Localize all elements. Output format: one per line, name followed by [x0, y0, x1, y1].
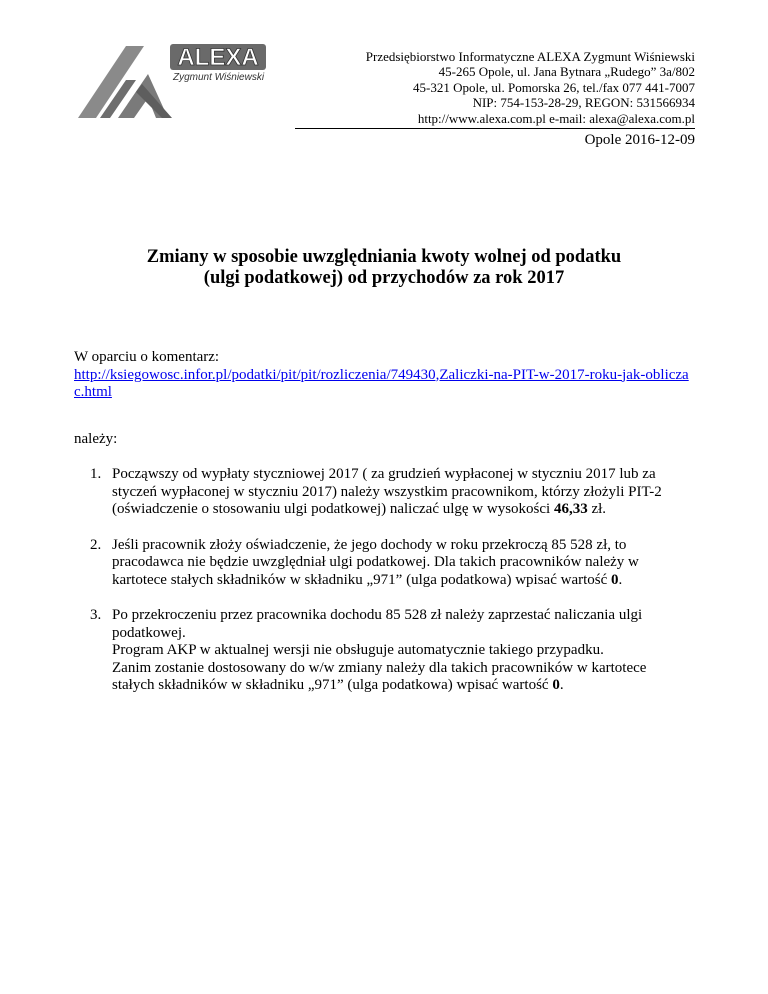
item-text-end: zł. [587, 501, 607, 517]
title-line-2: (ulgi podatkowej) od przychodów za rok 2017 [203, 268, 565, 288]
item-text-main: Po przekroczeniu przez pracownika dochodu 85 528 zł należy zaprzestać naliczania ulgi podatkowej. [112, 607, 643, 641]
document-title [74, 247, 694, 289]
list-item [74, 537, 674, 590]
intro-label: W oparciu o komentarz: [74, 349, 220, 365]
item-text-bold: 0 [611, 571, 619, 588]
list-item [74, 466, 674, 519]
document-date: Opole 2016-12-09 [584, 132, 695, 148]
company-logo [78, 40, 268, 120]
header-divider [295, 128, 695, 129]
item-text-line-3 [112, 660, 674, 695]
item-text-line-2: Program AKP w aktualnej wersji nie obsługuje automatycznie takiego przypadku. [112, 642, 604, 658]
address-line-2: 45-321 Opole, ul. Pomorska 26, tel./fax 077 441-7007 [413, 79, 695, 95]
list-item [74, 607, 674, 695]
item-text-end: . [618, 571, 623, 588]
item-text-bold: 0 [552, 677, 560, 693]
item-text [112, 607, 674, 642]
commentary-link[interactable]: http://ksiegowosc.infor.pl/podatki/pit/pit/rozliczenia/749430,Zaliczki-na-PIT-w-2017-roku-jak-obliczac.html [74, 366, 689, 400]
item-number: 1. [90, 466, 102, 482]
item-text [112, 466, 674, 519]
item-text [112, 537, 674, 590]
item-text-bold: 46,33 [553, 501, 588, 517]
intro-section [74, 349, 696, 402]
title-line-1: Zmiany w sposobie uwzględniania kwoty wolnej od podatku [146, 247, 622, 267]
item-number: 3. [90, 607, 102, 623]
company-header [366, 49, 695, 126]
company-name: Przedsiębiorstwo Informatyczne ALEXA Zygmunt Wiśniewski [365, 49, 695, 64]
address-line-1: 45-265 Opole, ul. Jana Bytnara „Rudego” 3a/802 [438, 64, 695, 80]
item-text-end: . [559, 677, 564, 693]
item-text-main: Począwszy od wypłaty styczniowej 2017 ( za grudzień wypłaconej w styczniu 2017 lub za styczeń wypłaconej w styczniu 2017) należy wszystkim pracownikom, którzy złożyli PIT-2 (oświadczenie o stosowaniu ulgi podatkowej) naliczać ulgę w wysokości [112, 466, 662, 517]
item-text-main: Jeśli pracownik złoży oświadczenie, że jego dochody w roku przekroczą 85 528 zł, to pracodawca nie będzie uwzględniał ulgi podatkowej. Dla takich pracowników należy w kartotece stałych składników w składniku „971” (ulga podatkowa) wpisać wartość [112, 536, 639, 588]
instructions-list [74, 466, 674, 713]
item-number: 2. [90, 536, 102, 553]
logo-subtitle: Zygmunt Wiśniewski [173, 72, 265, 83]
logo-wordmark: ALEXA [177, 44, 259, 71]
item-text-main: Zanim zostanie dostosowany do w/w zmiany należy dla takich pracowników w kartotece stałych składników w składniku „971” (ulga podatkowa) wpisać wartość [112, 659, 647, 693]
contact-line: http://www.alexa.com.pl e-mail: alexa@alexa.com.pl [417, 110, 695, 126]
lead-text: należy: [74, 431, 118, 447]
tax-ids: NIP: 754-153-28-29, REGON: 531566934 [472, 95, 695, 111]
